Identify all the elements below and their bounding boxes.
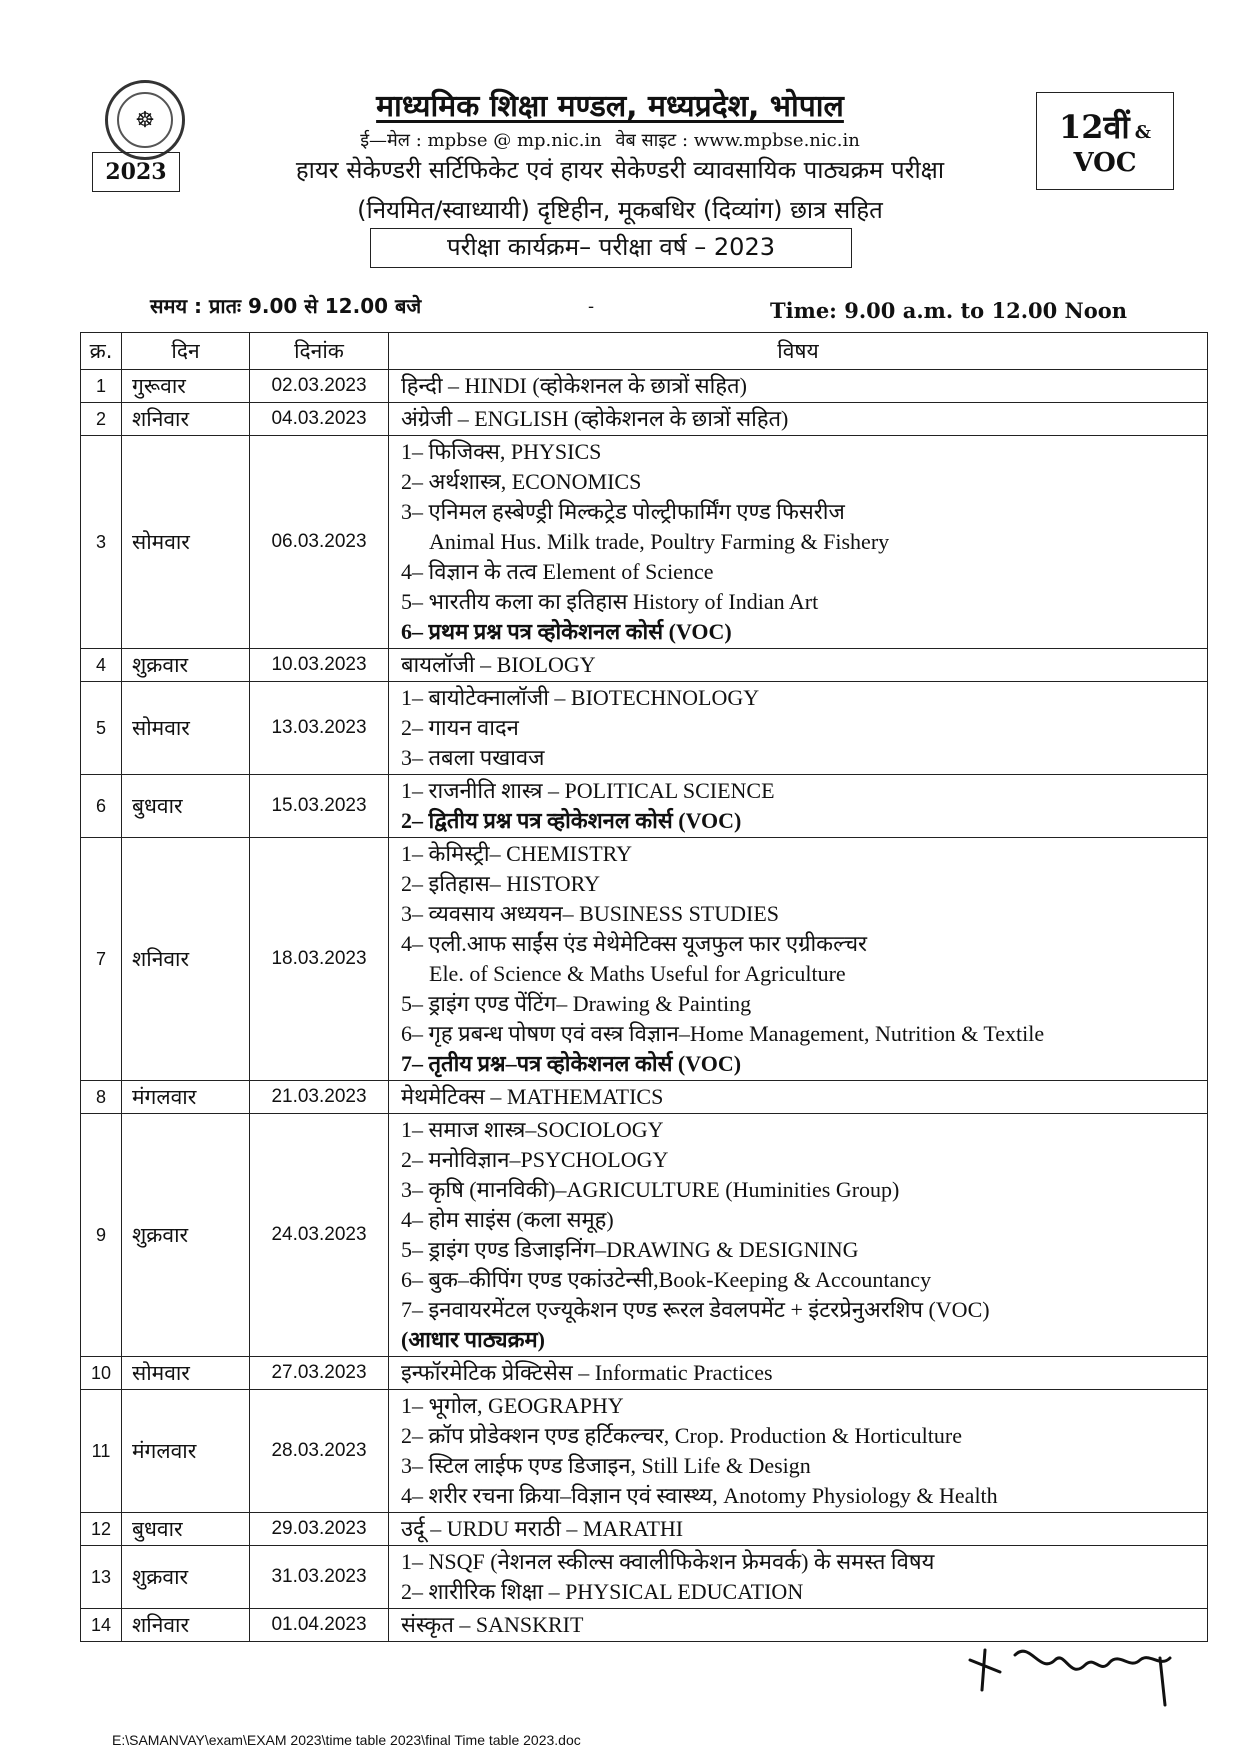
subject-line: 2– अर्थशास्त्र, ECONOMICS: [401, 469, 642, 494]
row-day: बुधवार: [122, 775, 250, 838]
year-box-text: 2023: [105, 159, 167, 185]
row-subjects: [389, 838, 1208, 1081]
class-amp: &: [1134, 122, 1151, 143]
contact-line: [260, 128, 960, 152]
row-subjects: [389, 1114, 1208, 1357]
year-box: [92, 152, 180, 192]
class-voc: VOC: [1073, 148, 1137, 178]
subject-line: 4– एली.आफ साईंस एंड मेथेमेटिक्स यूजफुल फार एग्रीकल्चर: [401, 931, 868, 956]
subject-line: 5– ड्राइंग एण्ड पेंटिंग– Drawing & Painting: [401, 991, 752, 1016]
table-header-row: [81, 333, 1208, 370]
subject-line: 4– होम साइंस (कला समूह): [401, 1207, 614, 1232]
time-english: Time: 9.00 a.m. to 12.00 Noon: [770, 298, 1128, 323]
subject-line: (आधार पाठ्यक्रम): [401, 1327, 545, 1352]
row-subjects: [389, 649, 1208, 682]
row-day: शुक्रवार: [122, 1546, 250, 1609]
file-path: E:\SAMANVAY\exam\EXAM 2023\time table 2023\final Time table 2023.doc: [112, 1732, 581, 1748]
subject-line: बायलॉजी – BIOLOGY: [401, 652, 596, 677]
exam-title-line1: हायर सेकेण्डरी सर्टिफिकेट एवं हायर सेकेण्डरी व्यावसायिक पाठ्यक्रम परीक्षा: [295, 156, 945, 184]
row-date: 18.03.2023: [250, 838, 389, 1081]
subject-line: 5– भारतीय कला का इतिहास History of Indian Art: [401, 589, 819, 614]
row-date: 01.04.2023: [250, 1609, 389, 1642]
subject-line: 4– विज्ञान के तत्व Element of Science: [401, 559, 714, 584]
row-number: 9: [81, 1114, 122, 1357]
row-subjects: [389, 1390, 1208, 1513]
row-subjects: [389, 775, 1208, 838]
row-number: 5: [81, 682, 122, 775]
row-subjects: [389, 1546, 1208, 1609]
row-number: 10: [81, 1357, 122, 1390]
subject-line: 1– राजनीति शास्त्र – POLITICAL SCIENCE: [401, 778, 775, 803]
subject-line: उर्दू – URDU मराठी – MARATHI: [401, 1516, 684, 1541]
row-day: शनिवार: [122, 403, 250, 436]
class-label: 12वीं: [1059, 108, 1130, 146]
subject-line: 2– इतिहास– HISTORY: [401, 871, 601, 896]
row-number: 4: [81, 649, 122, 682]
row-number: 13: [81, 1546, 122, 1609]
row-number: 12: [81, 1513, 122, 1546]
exam-title-line2: (नियमित/स्वाध्यायी) दृष्टिहीन, मूकबधिर (दिव्यांग) छात्र सहित: [357, 196, 883, 224]
header-num: क्र.: [81, 333, 122, 370]
table-row: [81, 436, 1208, 649]
row-subjects: [389, 1513, 1208, 1546]
row-number: 7: [81, 838, 122, 1081]
row-date: 21.03.2023: [250, 1081, 389, 1114]
subject-line: 4– शरीर रचना क्रिया–विज्ञान एवं स्वास्थ्य, Anotomy Physiology & Health: [401, 1483, 998, 1508]
subject-line: 3– स्टिल लाईफ एण्ड डिजाइन, Still Life & Design: [401, 1453, 811, 1478]
row-day: बुधवार: [122, 1513, 250, 1546]
row-subjects: [389, 370, 1208, 403]
email-text: ई—मेल : mpbse @ mp.nic.in: [360, 130, 602, 151]
table-row: [81, 1114, 1208, 1357]
subject-line: 1– फिजिक्स, PHYSICS: [401, 439, 602, 464]
row-day: सोमवार: [122, 436, 250, 649]
subject-line: 6– गृह प्रबन्ध पोषण एवं वस्त्र विज्ञान–Home Management, Nutrition & Textile: [401, 1021, 1045, 1046]
row-day: शनिवार: [122, 1609, 250, 1642]
subject-line: हिन्दी – HINDI (व्होकेशनल के छात्रों सहित): [401, 373, 747, 398]
row-date: 10.03.2023: [250, 649, 389, 682]
row-number: 14: [81, 1609, 122, 1642]
row-day: शनिवार: [122, 838, 250, 1081]
row-subjects: [389, 1081, 1208, 1114]
row-number: 2: [81, 403, 122, 436]
class-box: [1036, 92, 1174, 190]
row-subjects: [389, 1357, 1208, 1390]
row-number: 11: [81, 1390, 122, 1513]
subject-line: 7– इनवायरमेंटल एज्यूकेशन एण्ड रूरल डेवलपमेंट + इंटरप्रेनुअरशिप (VOC): [401, 1297, 990, 1322]
row-date: 24.03.2023: [250, 1114, 389, 1357]
table-row: [81, 1081, 1208, 1114]
row-date: 06.03.2023: [250, 436, 389, 649]
subject-line: 2– गायन वादन: [401, 715, 519, 740]
subject-line: अंग्रेजी – ENGLISH (व्होकेशनल के छात्रों सहित): [401, 406, 789, 431]
table-row: [81, 1357, 1208, 1390]
programme-title-box: परीक्षा कार्यक्रम– परीक्षा वर्ष – 2023: [370, 228, 852, 268]
schedule-table: [80, 332, 1208, 1642]
row-number: 3: [81, 436, 122, 649]
row-date: 13.03.2023: [250, 682, 389, 775]
row-date: 27.03.2023: [250, 1357, 389, 1390]
row-day: सोमवार: [122, 1357, 250, 1390]
subject-line: 3– कृषि (मानविकी)–AGRICULTURE (Huminities Group): [401, 1177, 900, 1202]
row-day: मंगलवार: [122, 1390, 250, 1513]
time-hindi: समय : प्रातः 9.00 से 12.00 बजे: [150, 294, 422, 318]
table-row: [81, 403, 1208, 436]
subject-line: Ele. of Science & Maths Useful for Agriculture: [429, 961, 846, 986]
time-separator: -: [588, 296, 595, 317]
website-text: वेब साइट : www.mpbse.nic.in: [615, 130, 860, 151]
row-number: 6: [81, 775, 122, 838]
signature-icon: [960, 1620, 1190, 1710]
table-row: [81, 649, 1208, 682]
subject-line: 7– तृतीय प्रश्न–पत्र व्होकेशनल कोर्स (VOC): [401, 1051, 742, 1076]
table-row: [81, 1546, 1208, 1609]
table-row: [81, 370, 1208, 403]
row-number: 8: [81, 1081, 122, 1114]
row-date: 31.03.2023: [250, 1546, 389, 1609]
table-row: [81, 1390, 1208, 1513]
subject-line: 1– समाज शास्त्र–SOCIOLOGY: [401, 1117, 664, 1142]
subject-line: 6– प्रथम प्रश्न पत्र व्होकेशनल कोर्स (VOC): [401, 619, 732, 644]
subject-line: इन्फॉरमेटिक प्रेक्टिसेस – Informatic Practices: [401, 1360, 773, 1385]
row-subjects: [389, 682, 1208, 775]
subject-line: 2– क्रॉप प्रोडेक्शन एण्ड हर्टिकल्चर, Crop. Production & Horticulture: [401, 1423, 962, 1448]
row-day: शुक्रवार: [122, 649, 250, 682]
subject-line: 1– NSQF (नेशनल स्कील्स क्वालीफिकेशन फ्रेमवर्क) के समस्त विषय: [401, 1549, 935, 1574]
row-day: गुरूवार: [122, 370, 250, 403]
subject-line: 2– द्वितीय प्रश्न पत्र व्होकेशनल कोर्स (VOC): [401, 808, 742, 833]
row-day: मंगलवार: [122, 1081, 250, 1114]
subject-line: 3– तबला पखावज: [401, 745, 545, 770]
table-row: [81, 682, 1208, 775]
subject-line: Animal Hus. Milk trade, Poultry Farming & Fishery: [429, 529, 890, 554]
subject-line: मेथमेटिक्स – MATHEMATICS: [401, 1084, 664, 1109]
subject-line: 1– बायोटेक्नालॉजी – BIOTECHNOLOGY: [401, 685, 760, 710]
row-number: 1: [81, 370, 122, 403]
schedule-body: [81, 370, 1208, 1642]
board-seal-icon: ☸: [105, 80, 185, 160]
row-date: 29.03.2023: [250, 1513, 389, 1546]
row-subjects: [389, 403, 1208, 436]
subject-line: 6– बुक–कीपिंग एण्ड एकांउटेन्सी,Book-Keeping & Accountancy: [401, 1267, 932, 1292]
subject-line: 5– ड्राइंग एण्ड डिजाइनिंग–DRAWING & DESIGNING: [401, 1237, 859, 1262]
subject-line: 3– व्यवसाय अध्ययन– BUSINESS STUDIES: [401, 901, 780, 926]
subject-line: 1– भूगोल, GEOGRAPHY: [401, 1393, 624, 1418]
row-subjects: [389, 436, 1208, 649]
subject-line: 2– शारीरिक शिक्षा – PHYSICAL EDUCATION: [401, 1579, 804, 1604]
subject-line: 3– एनिमल हस्बेण्ड्री मिल्कट्रेड पोल्ट्रीफार्मिंग एण्ड फिसरीज: [401, 499, 845, 524]
header-date: दिनांक: [250, 333, 389, 370]
table-row: [81, 775, 1208, 838]
subject-line: 1– केमिस्ट्री– CHEMISTRY: [401, 841, 633, 866]
header-day: दिन: [122, 333, 250, 370]
board-name: माध्यमिक शिक्षा मण्डल, मध्यप्रदेश, भोपाल: [376, 89, 844, 124]
subject-line: 2– मनोविज्ञान–PSYCHOLOGY: [401, 1147, 669, 1172]
row-date: 15.03.2023: [250, 775, 389, 838]
row-date: 02.03.2023: [250, 370, 389, 403]
table-row: [81, 1513, 1208, 1546]
row-date: 28.03.2023: [250, 1390, 389, 1513]
subject-line: संस्कृत – SANSKRIT: [401, 1612, 584, 1637]
header-subject: विषय: [389, 333, 1208, 370]
row-date: 04.03.2023: [250, 403, 389, 436]
row-day: सोमवार: [122, 682, 250, 775]
table-row: [81, 838, 1208, 1081]
row-day: शुक्रवार: [122, 1114, 250, 1357]
